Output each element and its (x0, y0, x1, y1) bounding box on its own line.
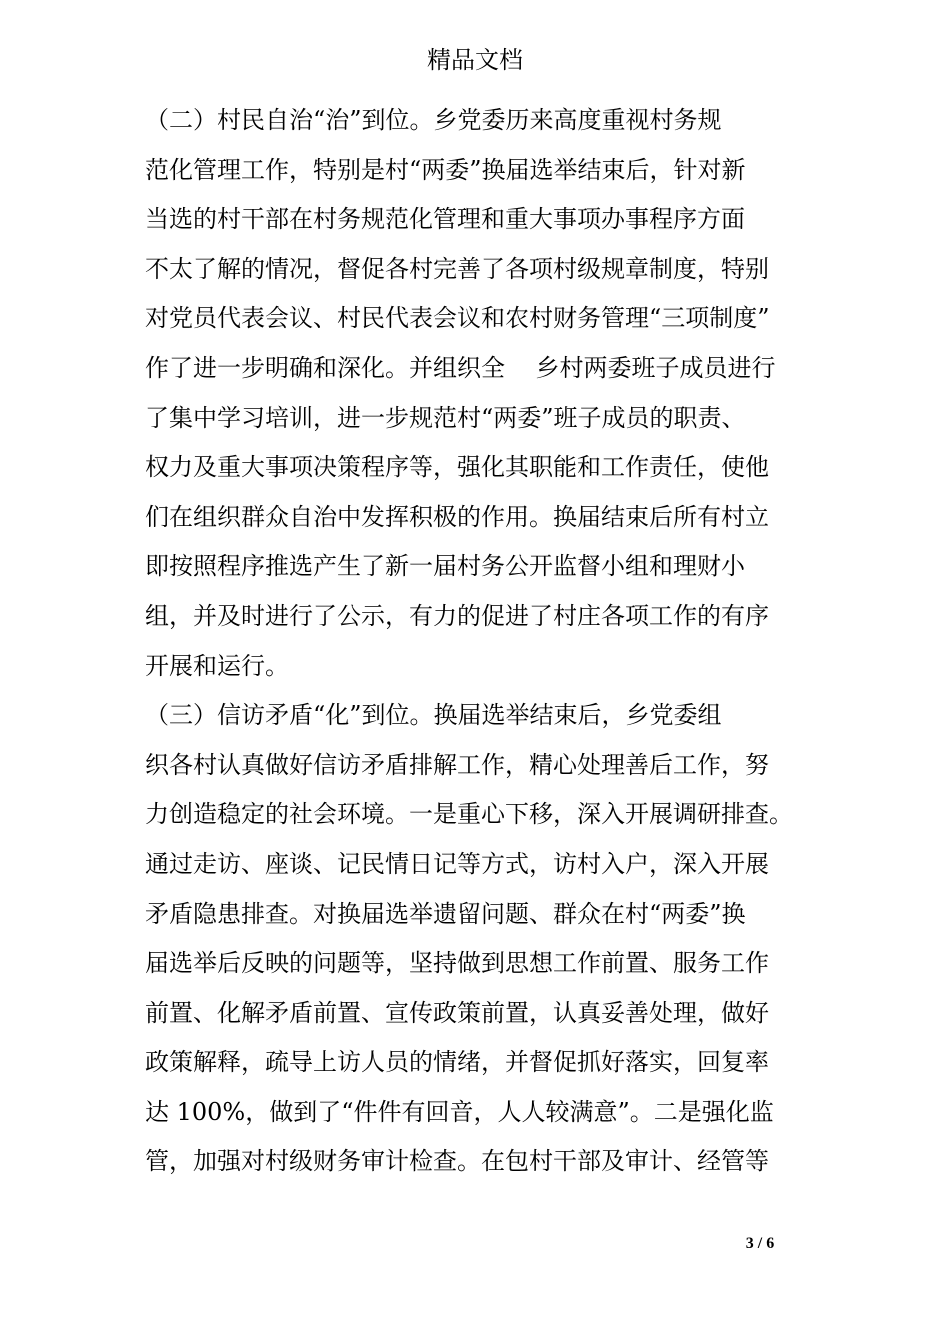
body-line: 达 100%，做到了“件件有回音，人人较满意”。二是强化监 (145, 1097, 774, 1126)
body-line: 织各村认真做好信访矛盾排解工作，精心处理善后工作，努 (145, 750, 769, 779)
body-line: 权力及重大事项决策程序等，强化其职能和工作责任，使他 (145, 453, 769, 482)
body-line: 届选举后反映的问题等，坚持做到思想工作前置、服务工作 (145, 949, 769, 978)
body-line: 组，并及时进行了公示，有力的促进了村庄各项工作的有序 (145, 601, 769, 630)
body-line: 不太了解的情况，督促各村完善了各项村级规章制度，特别 (145, 254, 769, 283)
body-line: 政策解释，疏导上访人员的情绪，并督促抓好落实，回复率 (145, 1048, 769, 1077)
body-line: （二）村民自治“治”到位。乡党委历来高度重视村务规 (145, 106, 722, 134)
document-body (145, 96, 810, 1187)
body-line: 前置、化解矛盾前置、宣传政策前置，认真妥善处理，做好 (145, 998, 769, 1027)
body-line: 对党员代表会议、村民代表会议和农村财务管理“三项制度” (145, 304, 770, 333)
body-line: 即按照程序推选产生了新一届村务公开监督小组和理财小 (145, 552, 745, 581)
body-line: 管，加强对村级财务审计检查。在包村干部及审计、经管等 (145, 1147, 769, 1176)
body-line: 力创造稳定的社会环境。一是重心下移，深入开展调研排查。 (145, 800, 793, 829)
body-line: 作了进一步明确和深化。并组织全 乡村两委班子成员进行 (145, 353, 776, 382)
body-line: （三）信访矛盾“化”到位。换届选举结束后，乡党委组 (145, 701, 722, 730)
body-line: 通过走访、座谈、记民情日记等方式，访村入户，深入开展 (145, 849, 769, 878)
body-line: 当选的村干部在村务规范化管理和重大事项办事程序方面 (145, 205, 745, 234)
page-number: 3 / 6 (745, 1235, 775, 1252)
body-line: 们在组织群众自治中发挥积极的作用。换届结束后所有村立 (145, 502, 769, 531)
body-line: 矛盾隐患排查。对换届选举遗留问题、群众在村“两委”换 (145, 899, 746, 928)
page-header-title: 精品文档 (427, 46, 523, 74)
body-line: 了集中学习培训，进一步规范村“两委”班子成员的职责、 (145, 403, 746, 432)
body-line: 范化管理工作，特别是村“两委”换届选举结束后，针对新 (145, 155, 746, 184)
body-line: 开展和运行。 (145, 651, 289, 680)
